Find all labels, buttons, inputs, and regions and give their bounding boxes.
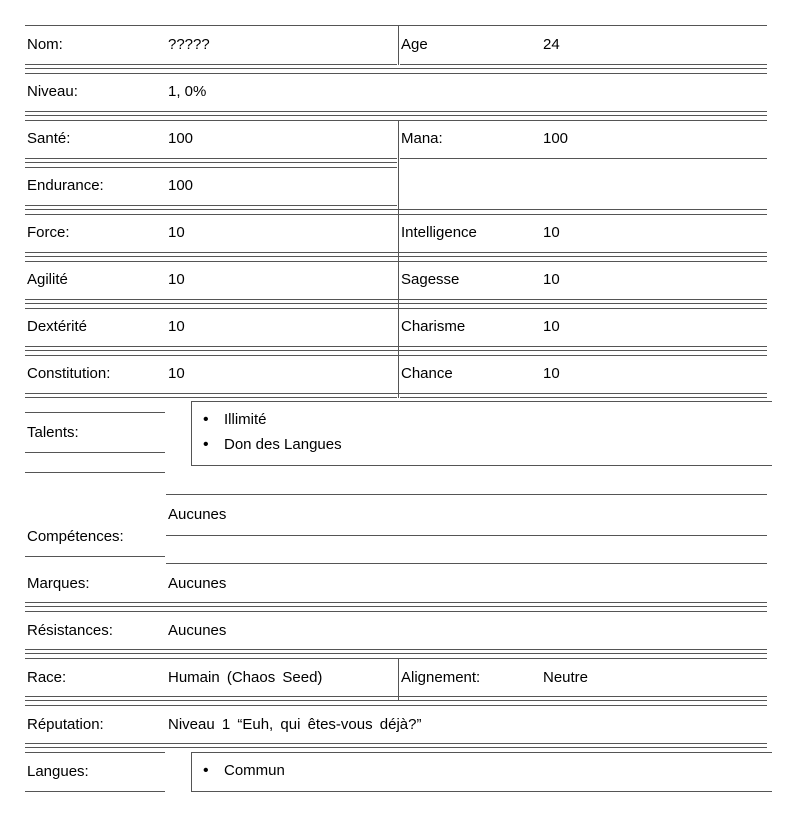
rule [25, 111, 767, 112]
list-item: • Don des Langues [192, 436, 772, 461]
rule [25, 653, 767, 654]
column-divider [398, 658, 399, 700]
rule [25, 303, 767, 304]
sante-value: 100 [168, 130, 194, 147]
intelligence-value: 10 [543, 224, 560, 241]
talents-list [191, 401, 772, 466]
column-divider [398, 25, 399, 65]
nom-label: Nom: [27, 36, 63, 53]
marques-value: Aucunes [168, 575, 227, 592]
rule [25, 252, 767, 253]
rule [25, 743, 767, 744]
rule [25, 747, 767, 748]
rule [25, 649, 767, 650]
langues-label: Langues: [27, 763, 89, 780]
dexterite-label: Dextérité [27, 318, 88, 335]
mana-label: Mana: [401, 130, 443, 147]
rule [25, 606, 767, 607]
rule [25, 452, 165, 453]
chance-value: 10 [543, 365, 560, 382]
agilite-label: Agilité [27, 271, 68, 288]
rule [25, 705, 767, 706]
rule [25, 261, 767, 262]
force-value: 10 [168, 224, 185, 241]
langues-list [191, 752, 772, 792]
rule [25, 68, 767, 69]
rule [25, 355, 767, 356]
chance-label: Chance [401, 365, 453, 382]
resistances-value: Aucunes [168, 622, 227, 639]
age-value: 24 [543, 36, 560, 53]
marques-label: Marques: [27, 575, 90, 592]
rule [400, 397, 767, 398]
list-item: • Illimité [192, 411, 772, 436]
endurance-label: Endurance: [27, 177, 104, 194]
talents-label: Talents: [27, 424, 79, 441]
rule [25, 350, 767, 351]
constitution-label: Constitution: [27, 365, 111, 382]
rule [25, 115, 767, 116]
rule [25, 25, 767, 26]
rule [25, 299, 767, 300]
rule [25, 346, 767, 347]
age-label: Age [401, 36, 428, 53]
rule [25, 658, 767, 659]
rule [25, 64, 397, 65]
charisme-label: Charisme [401, 318, 466, 335]
rule [400, 158, 767, 159]
mana-value: 100 [543, 130, 569, 147]
endurance-value: 100 [168, 177, 194, 194]
rule [25, 73, 767, 74]
sagesse-label: Sagesse [401, 271, 460, 288]
rule [25, 696, 767, 697]
rule [25, 752, 165, 753]
resistances-label: Résistances: [27, 622, 113, 639]
rule [25, 120, 767, 121]
rule [25, 214, 767, 215]
rule [25, 397, 397, 398]
rule [400, 64, 767, 65]
reputation-value: Niveau 1 “Euh, qui êtes-vous déjà?” [168, 716, 422, 733]
intelligence-label: Intelligence [401, 224, 477, 241]
race-value: Humain (Chaos Seed) [168, 669, 323, 686]
rule [25, 256, 767, 257]
force-label: Force: [27, 224, 70, 241]
dexterite-value: 10 [168, 318, 185, 335]
competences-label: Compétences: [27, 528, 124, 545]
agilite-value: 10 [168, 271, 185, 288]
reputation-label: Réputation: [27, 716, 104, 733]
alignement-label: Alignement: [401, 669, 481, 686]
rule [25, 393, 767, 394]
rule [166, 494, 767, 495]
niveau-value: 1, 0% [168, 83, 207, 100]
rule [25, 162, 397, 163]
rule [25, 611, 767, 612]
rule [25, 209, 767, 210]
nom-value: ????? [168, 36, 210, 53]
rule [25, 412, 165, 413]
rule [25, 602, 767, 603]
column-divider [398, 214, 399, 398]
rule [25, 700, 767, 701]
rule [166, 535, 767, 536]
rule [25, 158, 397, 159]
race-label: Race: [27, 669, 67, 686]
rule [25, 472, 165, 473]
sagesse-value: 10 [543, 271, 560, 288]
rule [25, 556, 165, 557]
sante-label: Santé: [27, 130, 71, 147]
rule [25, 308, 767, 309]
rule [166, 563, 767, 564]
rule [25, 167, 397, 168]
niveau-label: Niveau: [27, 83, 78, 100]
charisme-value: 10 [543, 318, 560, 335]
alignement-value: Neutre [543, 669, 589, 686]
column-divider [398, 120, 399, 214]
list-item: • Commun [192, 762, 772, 787]
competences-value: Aucunes [168, 506, 227, 523]
constitution-value: 10 [168, 365, 185, 382]
rule [25, 791, 165, 792]
rule [25, 205, 397, 206]
